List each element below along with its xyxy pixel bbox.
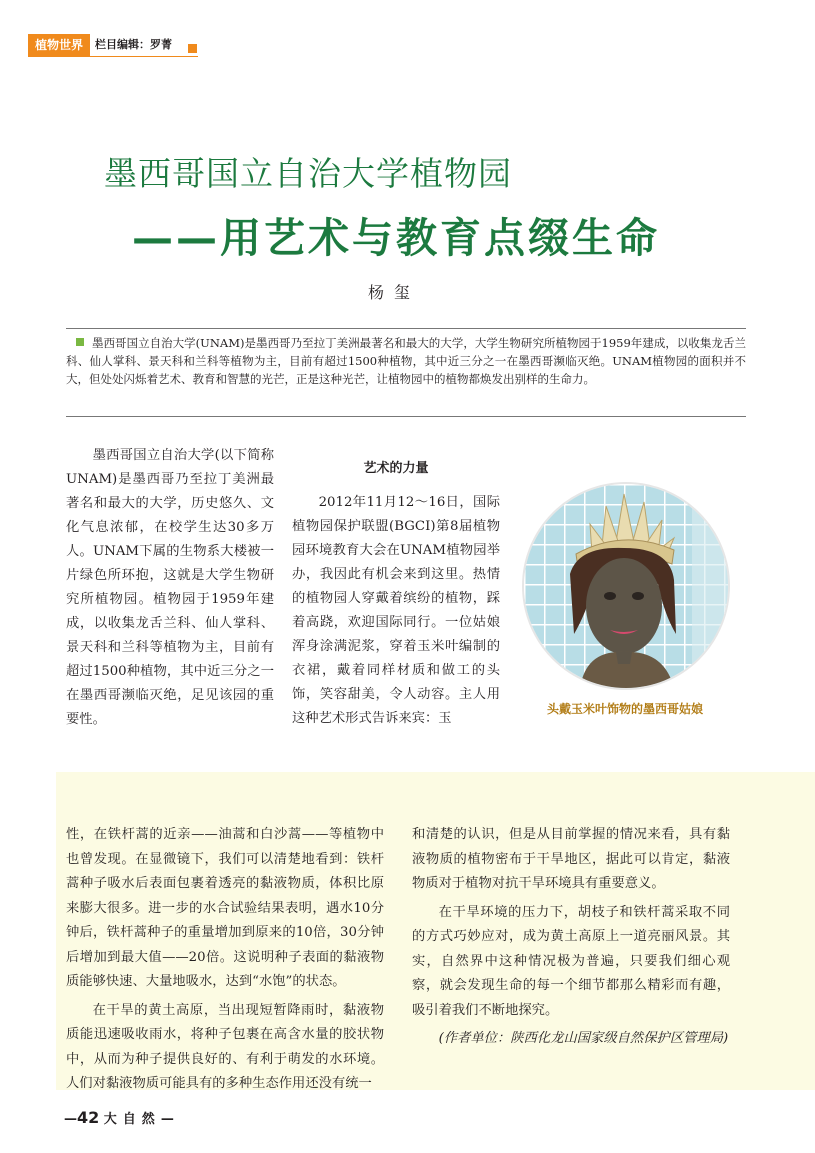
paragraph: 和清楚的认识，但是从目前掌握的情况来看，具有黏液物质的植物密布于干旱地区，据此可以肯定，黏液物质对于植物对抗干旱环境具有重要意义。 (412, 827, 730, 891)
paragraph: 性，在铁杆蒿的近亲——油蒿和白沙蒿——等植物中也曾发现。在显微镜下，我们可以清楚地看到：铁杆蒿种子吸水后表面包裹着透亮的黏液物质，体积比原来膨大很多。进一步的水合试验结果表明，遇水10分钟后，铁杆蒿种子的重量增加到原来的10倍，30分钟后增加到最大值——20倍。这说明种子表面的黏液物质能够快速、大量地吸水，达到“水饱”的状态。 (66, 827, 384, 989)
page-footer (64, 1108, 174, 1127)
column-1-text: 墨西哥国立自治大学(以下简称UNAM)是墨西哥乃至拉丁美洲最著名和最大的大学，历史悠久、文化气息浓郁，在校学生达30多万人。UNAM下属的生物系大楼被一片绿色所环抱，这就是大学生物研究所植物园。植物园于1959年建成，以收集龙舌兰科、仙人掌科、景天科和兰科等植物为主，目前有超过1500种植物，其中近三分之一在墨西哥濒临灭绝，足见该园的重要性。 (66, 448, 274, 727)
paragraph: 在干旱环境的压力下，胡枝子和铁杆蒿采取不同的方式巧妙应对，成为黄土高原上一道亮丽风景。其实，自然界中这种情况极为普遍，只要我们细心观察，就会发现生命的每一个细节都那么精彩而有趣，吸引着我们不断地探究。 (412, 904, 730, 1018)
photo-caption: 头戴玉米叶饰物的墨西哥姑娘 (546, 702, 703, 716)
author-affiliation: (作者单位：陕西化龙山国家级自然保护区管理局) (438, 1031, 729, 1046)
column-editor: 栏目编辑：罗菁 (95, 38, 172, 51)
abstract-text: 墨西哥国立自治大学(UNAM)是墨西哥乃至拉丁美洲最著名和最大的大学，大学生物研究所植物园于1959年建成，以收集龙舌兰科、仙人掌科、景天科和兰科等植物为主，目前有超过1500种植物，其中近三分之一在墨西哥濒临灭绝。UNAM植物园的面积并不大，但处处闪烁着艺术、教育和智慧的光芒，正是这种光芒，让植物园中的植物都焕发出别样的生命力。 (66, 336, 746, 386)
bottom-right-column (412, 823, 730, 1052)
section-heading: 艺术的力量 (363, 461, 429, 476)
abstract-rule-bottom (66, 416, 746, 417)
article-title: 墨西哥国立自治大学植物园 (104, 154, 512, 193)
orange-square-mark (188, 44, 197, 53)
photo (522, 482, 730, 690)
footer-dash: — (160, 1112, 174, 1127)
bottom-left-column (66, 823, 384, 1097)
journal-name: 大自然 (103, 1112, 161, 1127)
green-square-icon (76, 338, 84, 346)
section-tag: 植物世界 (28, 34, 90, 56)
author: 杨玺 (368, 283, 421, 302)
column-2-text: 2012年11月12～16日，国际植物园保护联盟(BGCI)第8届植物园环境教育大会在UNAM植物园举办，我因此有机会来到这里。热情的植物园人穿戴着缤纷的植物，踩着高跷，欢迎国际同行。一位姑娘浑身涂满泥浆，穿着玉米叶编制的衣裙，戴着同样材质和做工的头饰，笑容甜美，令人动容。主人用这种艺术形式告诉来宾：玉 (292, 495, 500, 726)
paragraph: 在干旱的黄土高原，当出现短暂降雨时，黏液物质能迅速吸收雨水，将种子包裹在高含水量的胶状物中，从而为种子提供良好的、有利于萌发的水环境。人们对黏液物质可能具有的多种生态作用还没有统一 (66, 1002, 384, 1091)
footer-dash: — (64, 1112, 77, 1127)
abstract-rule-top (66, 328, 746, 329)
page-number: 42 (77, 1108, 100, 1127)
girl-portrait-image (524, 484, 728, 688)
header-rule (28, 56, 198, 57)
article-subtitle: ——用艺术与教育点缀生命 (132, 214, 660, 262)
abstract (66, 334, 746, 388)
